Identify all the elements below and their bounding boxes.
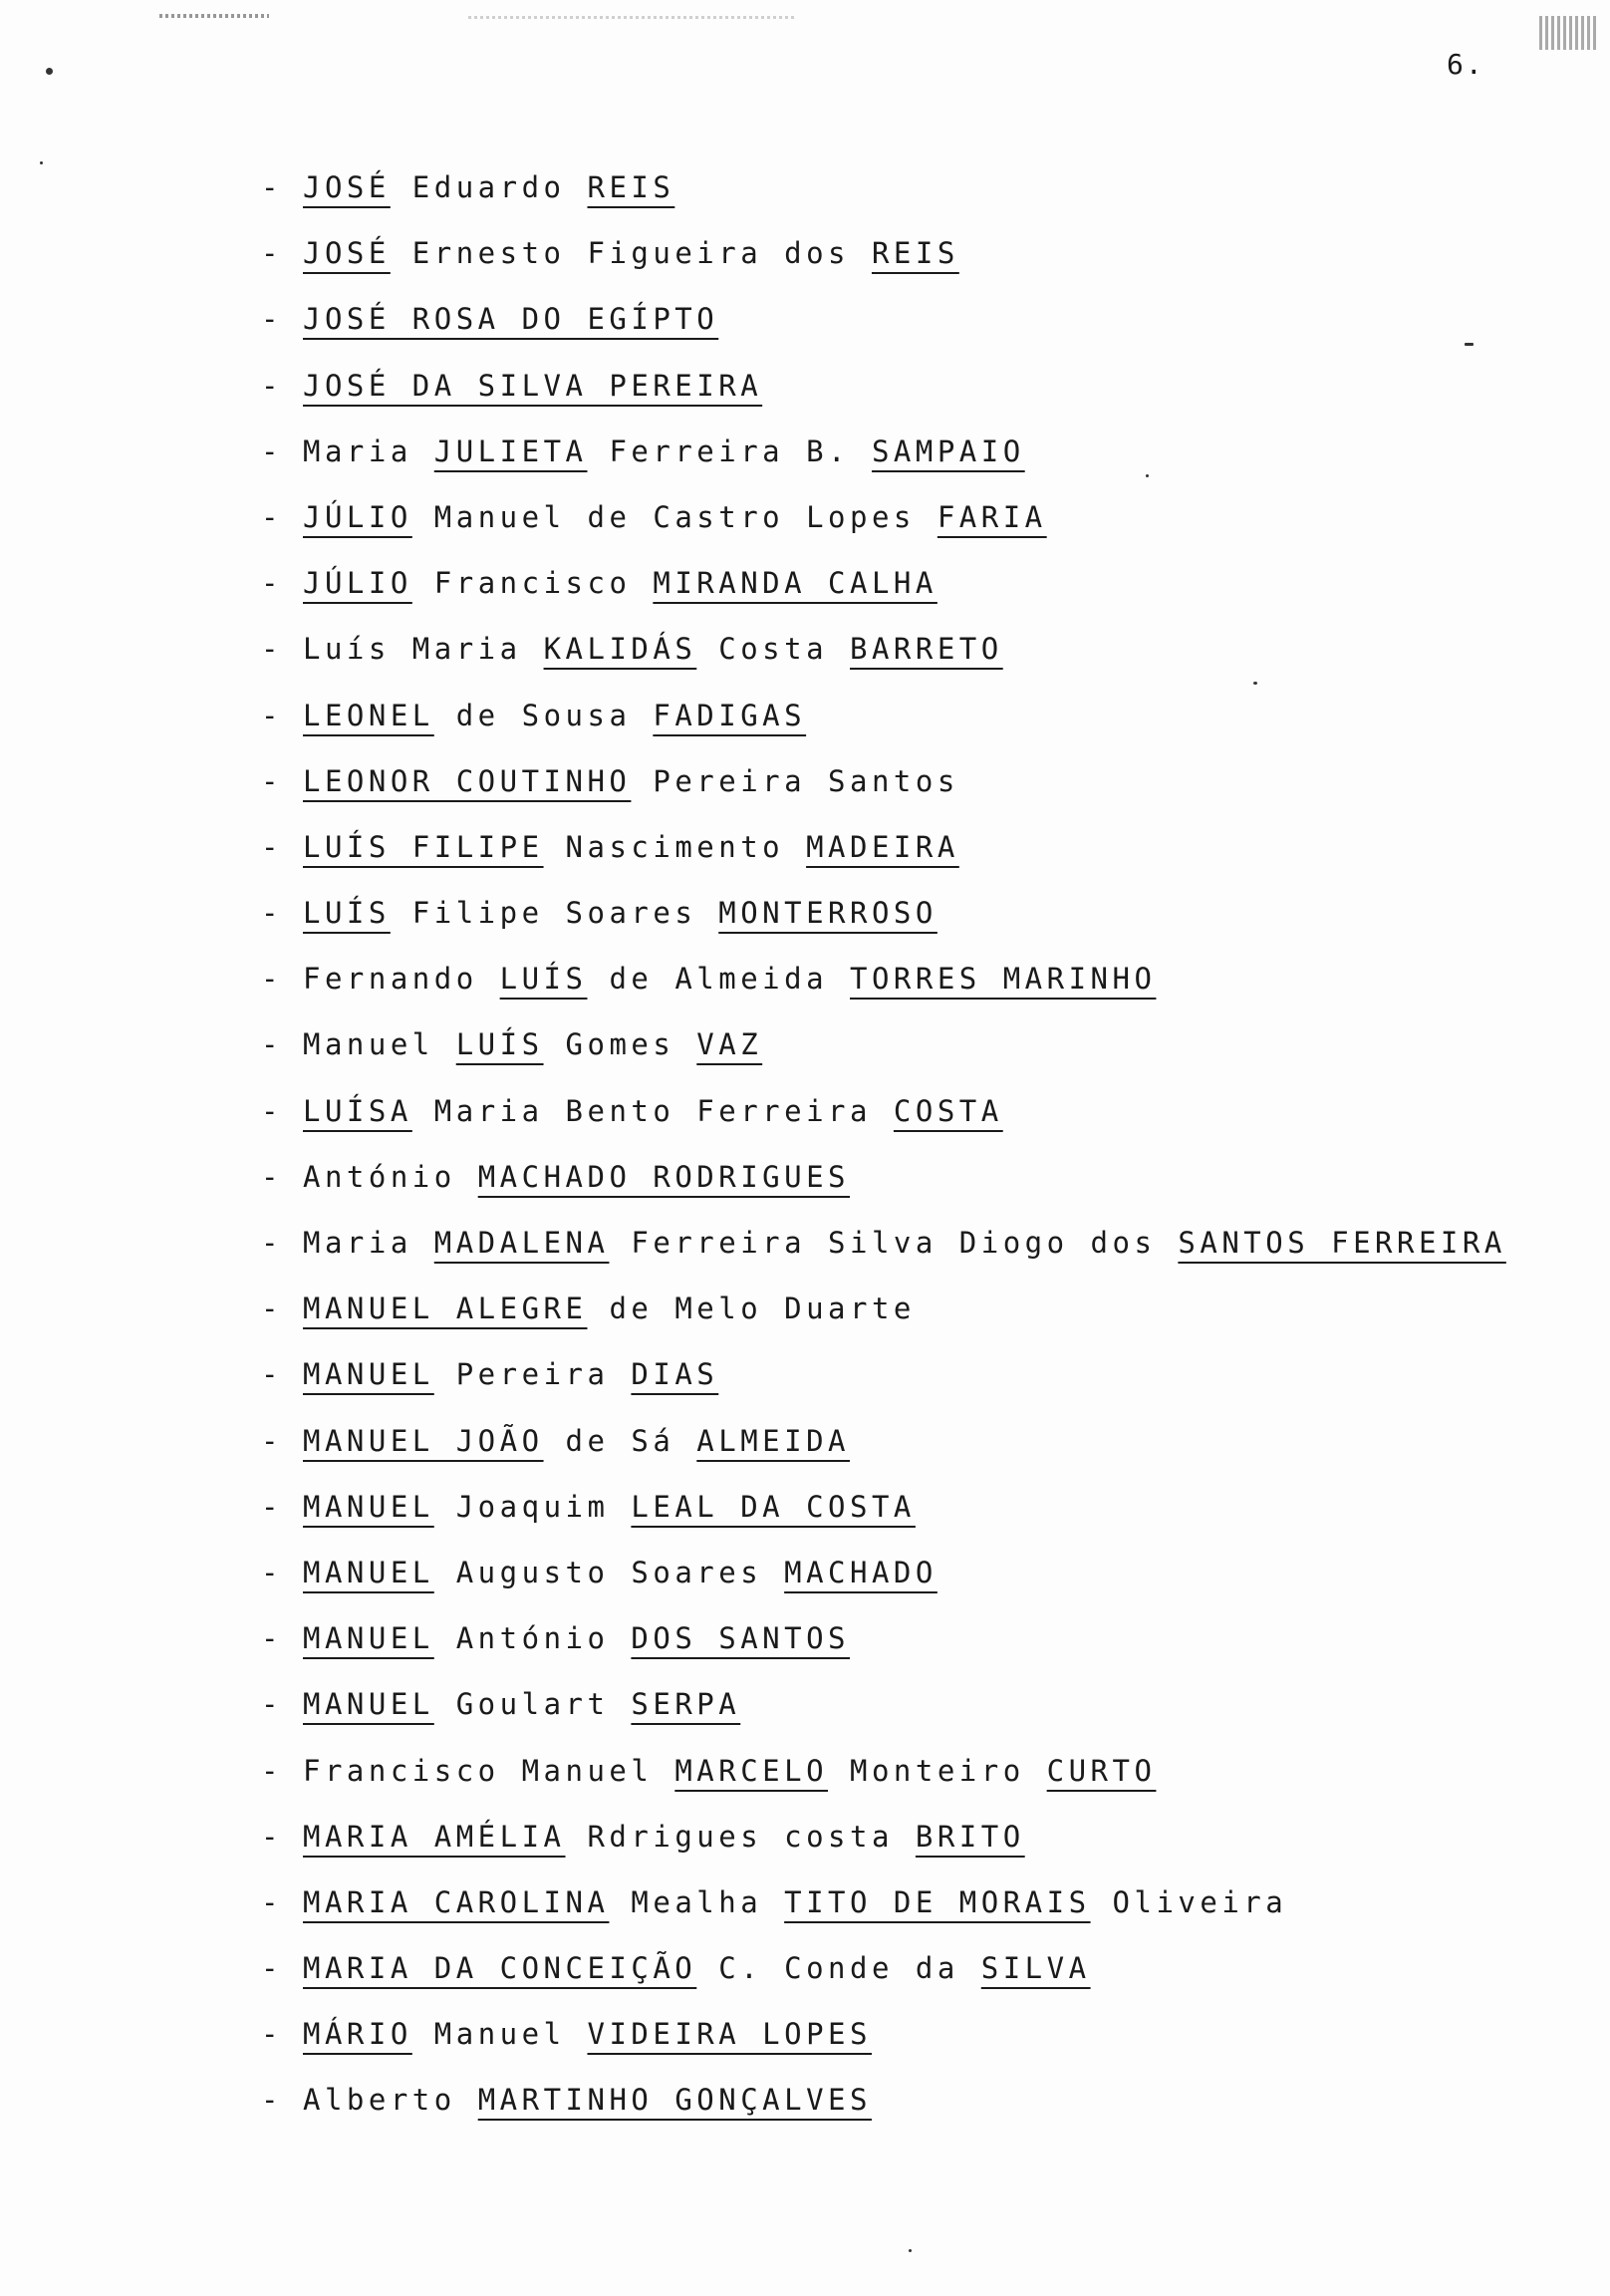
underlined-name-part: VIDEIRA LOPES bbox=[587, 2017, 872, 2052]
underlined-name-part: MONTERROSO bbox=[718, 896, 938, 931]
name-part: Alberto bbox=[303, 2083, 478, 2118]
list-item bbox=[261, 497, 1506, 563]
underlined-name-part: REIS bbox=[587, 170, 675, 204]
name-part: Rdrigues costa bbox=[565, 1819, 916, 1854]
underlined-name-part: TITO DE MORAIS bbox=[784, 1884, 1091, 1919]
underlined-name-part: LUÍS bbox=[455, 1027, 544, 1062]
list-item bbox=[261, 1024, 1506, 1090]
list-dash: - bbox=[261, 433, 283, 468]
list-dash: - bbox=[261, 632, 283, 667]
page-number: 6. bbox=[1447, 48, 1484, 81]
underlined-name-part: JÚLIO bbox=[303, 499, 412, 534]
list-item bbox=[261, 827, 1506, 893]
list-item bbox=[261, 761, 1506, 827]
name-part: de Sousa bbox=[433, 698, 654, 732]
underlined-name-part: MARCELO bbox=[674, 1753, 829, 1788]
list-item bbox=[261, 1354, 1506, 1420]
list-item bbox=[261, 366, 1506, 431]
name-part: C. Conde da bbox=[696, 1951, 981, 1986]
list-dash: - bbox=[261, 2083, 283, 2118]
list-item bbox=[261, 1882, 1506, 1948]
list-dash: - bbox=[261, 1753, 283, 1788]
list-dash: - bbox=[261, 698, 283, 732]
name-part: Monteiro bbox=[828, 1753, 1047, 1788]
list-dash: - bbox=[261, 1423, 283, 1458]
underlined-name-part: MANUEL bbox=[303, 1621, 434, 1656]
list-item bbox=[261, 1553, 1506, 1618]
underlined-name-part: JOSÉ bbox=[303, 236, 391, 271]
list-dash: - bbox=[261, 1159, 283, 1194]
underlined-name-part: MARIA DA CONCEIÇÃO bbox=[303, 1951, 697, 1986]
list-item bbox=[261, 1948, 1506, 2014]
list-dash: - bbox=[261, 1489, 283, 1524]
list-item bbox=[261, 893, 1506, 959]
name-part: de Sá bbox=[543, 1423, 697, 1458]
underlined-name-part: DOS SANTOS bbox=[631, 1621, 851, 1656]
list-dash: - bbox=[261, 2017, 283, 2052]
name-part: Manuel bbox=[303, 1027, 456, 1062]
scan-speck bbox=[909, 2249, 912, 2252]
name-part: Eduardo bbox=[390, 170, 588, 204]
list-dash: - bbox=[261, 1687, 283, 1722]
underlined-name-part: LEAL DA COSTA bbox=[631, 1489, 916, 1524]
list-item bbox=[261, 1817, 1506, 1882]
underlined-name-part: MARTINHO GONÇALVES bbox=[477, 2083, 872, 2118]
underlined-name-part: JOSÉ DA SILVA PEREIRA bbox=[303, 368, 763, 403]
name-part: Joaquim bbox=[433, 1489, 632, 1524]
list-dash: - bbox=[261, 236, 283, 271]
list-item bbox=[261, 1618, 1506, 1684]
name-part: Costa bbox=[696, 632, 850, 667]
underlined-name-part: MANUEL JOÃO bbox=[303, 1423, 544, 1458]
name-part: Manuel bbox=[411, 2017, 588, 2052]
underlined-name-part: JOSÉ ROSA DO EGÍPTO bbox=[303, 302, 719, 337]
list-dash: - bbox=[261, 566, 283, 601]
underlined-name-part: MARIA AMÉLIA bbox=[303, 1819, 566, 1854]
list-item bbox=[261, 629, 1506, 695]
name-part: Francisco Manuel bbox=[303, 1753, 675, 1788]
underlined-name-part: SANTOS FERREIRA bbox=[1178, 1226, 1506, 1260]
list-dash: - bbox=[261, 962, 283, 997]
underlined-name-part: FADIGAS bbox=[653, 698, 807, 732]
list-dash: - bbox=[261, 829, 283, 864]
list-dash: - bbox=[261, 1951, 283, 1986]
list-dash: - bbox=[261, 1819, 283, 1854]
list-item bbox=[261, 233, 1506, 299]
underlined-name-part: MARIA CAROLINA bbox=[303, 1884, 610, 1919]
name-part: Luís Maria bbox=[303, 632, 544, 667]
underlined-name-part: MANUEL bbox=[303, 1357, 434, 1392]
list-dash: - bbox=[261, 1226, 283, 1260]
scan-speck bbox=[40, 161, 43, 164]
underlined-name-part: JÚLIO bbox=[303, 566, 412, 601]
underlined-name-part: LUÍS FILIPE bbox=[303, 829, 544, 864]
underlined-name-part: JULIETA bbox=[433, 433, 588, 468]
name-part: de Almeida bbox=[587, 962, 850, 997]
list-dash: - bbox=[261, 1093, 283, 1128]
name-part: de Melo Duarte bbox=[587, 1292, 916, 1326]
list-item bbox=[261, 1091, 1506, 1157]
list-dash: - bbox=[261, 896, 283, 931]
underlined-name-part: MADEIRA bbox=[806, 829, 959, 864]
list-item bbox=[261, 696, 1506, 761]
name-part: Filipe Soares bbox=[390, 896, 719, 931]
underlined-name-part: FARIA bbox=[937, 499, 1047, 534]
underlined-name-part: BRITO bbox=[915, 1819, 1025, 1854]
list-dash: - bbox=[261, 499, 283, 534]
list-item bbox=[261, 167, 1506, 233]
list-item bbox=[261, 1684, 1506, 1750]
underlined-name-part: SAMPAIO bbox=[871, 433, 1025, 468]
name-part: Pereira bbox=[433, 1357, 632, 1392]
list-item bbox=[261, 1223, 1506, 1289]
list-item bbox=[261, 299, 1506, 365]
name-part: Francisco bbox=[411, 566, 654, 601]
name-part: Ernesto Figueira dos bbox=[390, 236, 872, 271]
name-part: Fernando bbox=[303, 962, 500, 997]
list-dash: - bbox=[261, 1027, 283, 1062]
name-part: António bbox=[433, 1621, 632, 1656]
underlined-name-part: BARRETO bbox=[850, 632, 1003, 667]
name-part: Ferreira Silva Diogo dos bbox=[609, 1226, 1179, 1260]
underlined-name-part: KALIDÁS bbox=[543, 632, 697, 667]
list-dash: - bbox=[261, 1292, 283, 1326]
list-dash: - bbox=[261, 170, 283, 204]
underlined-name-part: MANUEL ALEGRE bbox=[303, 1292, 588, 1326]
name-list bbox=[261, 167, 1506, 2147]
underlined-name-part: MIRANDA CALHA bbox=[653, 566, 938, 601]
scan-speck bbox=[46, 68, 53, 75]
list-dash: - bbox=[261, 1357, 283, 1392]
name-part: Pereira Santos bbox=[631, 763, 959, 798]
list-item bbox=[261, 1289, 1506, 1354]
underlined-name-part: SERPA bbox=[631, 1687, 741, 1722]
underlined-name-part: TORRES MARINHO bbox=[850, 962, 1157, 997]
list-item bbox=[261, 1157, 1506, 1223]
underlined-name-part: MANUEL bbox=[303, 1687, 434, 1722]
name-part: Mealha bbox=[609, 1884, 785, 1919]
name-part: Augusto Soares bbox=[433, 1555, 785, 1589]
underlined-name-part: SILVA bbox=[980, 1951, 1091, 1986]
list-item bbox=[261, 563, 1506, 629]
name-part: Maria Bento Ferreira bbox=[411, 1093, 894, 1128]
underlined-name-part: JOSÉ bbox=[303, 170, 391, 204]
list-dash: - bbox=[261, 1621, 283, 1656]
list-item bbox=[261, 959, 1506, 1024]
scan-smudge-top bbox=[468, 16, 797, 19]
list-dash: - bbox=[261, 368, 283, 403]
name-part: Manuel de Castro Lopes bbox=[411, 499, 938, 534]
underlined-name-part: REIS bbox=[871, 236, 959, 271]
underlined-name-part: VAZ bbox=[696, 1027, 763, 1062]
list-item bbox=[261, 2014, 1506, 2080]
list-item bbox=[261, 1421, 1506, 1487]
underlined-name-part: MÁRIO bbox=[303, 2017, 412, 2052]
list-item bbox=[261, 1487, 1506, 1553]
underlined-name-part: ALMEIDA bbox=[696, 1423, 850, 1458]
list-dash: - bbox=[261, 302, 283, 337]
underlined-name-part: LUÍS bbox=[499, 962, 588, 997]
underlined-name-part: MANUEL bbox=[303, 1489, 434, 1524]
name-part: Gomes bbox=[543, 1027, 697, 1062]
list-dash: - bbox=[261, 1884, 283, 1919]
underlined-name-part: MADALENA bbox=[433, 1226, 610, 1260]
underlined-name-part: LUÍS bbox=[303, 896, 391, 931]
underlined-name-part: DIAS bbox=[631, 1357, 719, 1392]
scan-smudge-top-left bbox=[159, 14, 269, 18]
name-part: Ferreira B. bbox=[587, 433, 872, 468]
name-part: António bbox=[303, 1159, 478, 1194]
underlined-name-part: LEONOR COUTINHO bbox=[303, 763, 632, 798]
name-part: Oliveira bbox=[1090, 1884, 1288, 1919]
underlined-name-part: MACHADO bbox=[784, 1555, 938, 1589]
name-part: Maria bbox=[303, 433, 434, 468]
name-part: Goulart bbox=[433, 1687, 632, 1722]
underlined-name-part: MACHADO RODRIGUES bbox=[477, 1159, 850, 1194]
list-dash: - bbox=[261, 763, 283, 798]
underlined-name-part: CURTO bbox=[1046, 1753, 1157, 1788]
underlined-name-part: COSTA bbox=[893, 1093, 1003, 1128]
list-item bbox=[261, 2080, 1506, 2146]
list-item bbox=[261, 1751, 1506, 1817]
underlined-name-part: MANUEL bbox=[303, 1555, 434, 1589]
name-part: Nascimento bbox=[543, 829, 807, 864]
underlined-name-part: LEONEL bbox=[303, 698, 434, 732]
list-item bbox=[261, 431, 1506, 497]
list-dash: - bbox=[261, 1555, 283, 1589]
scan-smudge-top-right bbox=[1539, 16, 1599, 50]
name-part: Maria bbox=[303, 1226, 434, 1260]
underlined-name-part: LUÍSA bbox=[303, 1093, 412, 1128]
